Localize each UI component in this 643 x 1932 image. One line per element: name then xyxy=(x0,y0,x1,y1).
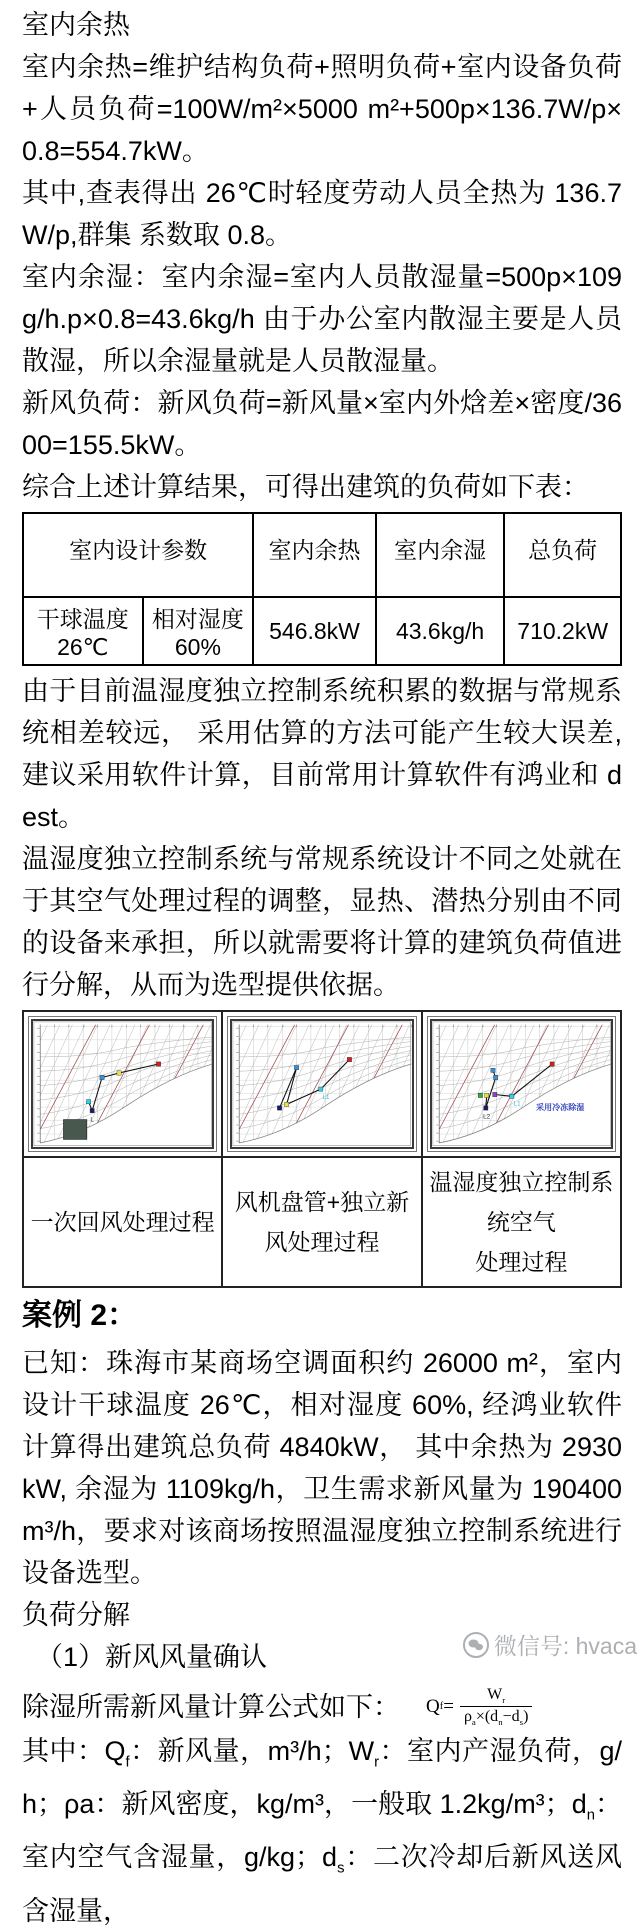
chart-caption-row xyxy=(23,1157,621,1287)
svg-text:L1: L1 xyxy=(513,1100,521,1108)
para-software-advice: 由于目前温湿度独立控制系统积累的数据与常规系统相差较远， 采用估算的方法可能产生较大误差,建议采用软件计算，目前常用计算软件有鸿业和 dest。 xyxy=(22,676,622,832)
psychrometric-chart-3 xyxy=(427,1016,616,1152)
para-step1-fresh-air: （1）新风风量确认 xyxy=(36,1641,268,1672)
header-total-load: 总负荷 xyxy=(504,513,621,597)
psy-chart-cell-3 xyxy=(422,1011,621,1157)
load-table xyxy=(22,512,622,666)
para-table-intro: 综合上述计算结果，可得出建筑的负荷如下表： xyxy=(22,472,589,502)
para-thic-difference: 温湿度独立控制系统与常规系统设计不同之处就在于其空气处理过程的调整，显热、潜热分别由不同的设备来承担，所以就需要将计算的建筑负荷值进行分解，从而为选型提供依据。 xyxy=(22,844,622,1000)
process-chart-table xyxy=(22,1010,622,1288)
cell-residual-moisture: 43.6kg/h xyxy=(376,597,505,665)
doc-title: 室内余热 xyxy=(22,10,130,40)
para-formula-variables: 其中：$Q_f$：新风量，m³/h；$W_r$：室内产湿负荷，g/h；ρa：新风密度，kg/m³，一般取 1.2kg/m³；$d_n$：室内空气含湿量，g/kg；$d_s$：二次冷却后新风送风含湿量， xyxy=(22,1735,623,1926)
psychrometric-chart-1 xyxy=(28,1016,217,1152)
cell-residual-heat: 546.8kW xyxy=(253,597,376,665)
svg-text:L: L xyxy=(90,1116,94,1124)
wechat-id-text: 微信号: hvaca xyxy=(493,1633,637,1659)
caption-primary-return: 一次回风处理过程 xyxy=(23,1157,222,1287)
para-lookup-note: 其中,查表得出 26℃时轻度劳动人员全热为 136.7W/p,群集 系数取 0.8。 xyxy=(22,178,622,250)
para-load-decomposition: 负荷分解 xyxy=(22,1599,130,1630)
psy-chart-cell-1 xyxy=(23,1011,222,1157)
case2-heading: 案例 2： xyxy=(22,1298,138,1332)
svg-text:L2: L2 xyxy=(482,1113,490,1121)
para-indoor-moisture: 室内余湿：室内余湿=室内人员散湿量=500p×109g/h.p×0.8=43.6kg/h 由于办公室内散湿主要是人员散湿，所以余湿量就是人员散湿量。 xyxy=(22,262,622,376)
cell-total-load: 710.2kW xyxy=(504,597,621,665)
header-design-params: 室内设计参数 xyxy=(23,513,253,597)
psychrometric-chart-2 xyxy=(227,1016,416,1152)
para-fresh-air-load: 新风负荷：新风负荷=新风量×室内外焓差×密度/3600=155.5kW。 xyxy=(22,388,622,460)
svg-text:采用冷冻除湿: 采用冷冻除湿 xyxy=(535,1102,584,1112)
load-table-header-row xyxy=(23,513,621,597)
para-indoor-heat-formula: 室内余热=维护结构负荷+照明负荷+室内设备负荷+人员负荷=100W/m²×5000 m²+500p×136.7W/p×0.8=554.7kW。 xyxy=(22,52,622,166)
caption-thic-system: 温湿度独立控制系统空气 处理过程 xyxy=(422,1157,621,1287)
fresh-air-volume-formula: Q f = $\frac{W_r}{\rho_a\times(d_n-d_s)}$ xyxy=(426,1686,532,1727)
cell-rel-humidity: 相对湿度 60% xyxy=(143,597,254,665)
svg-text:L1: L1 xyxy=(322,1093,330,1101)
para-case2-body: 已知：珠海市某商场空调面积约 26000 m²，室内设计干球温度 26℃，相对湿度 60%, 经鸿业软件计算得出建筑总负荷 4840kW， 其中余热为 2930kW, 余湿为 1109kg/h，卫生需求新风量为 190400m³/h，要求对该商场按照温湿度独立控制系统进行设备选型。 xyxy=(22,1347,622,1588)
header-residual-moisture: 室内余湿 xyxy=(376,513,505,597)
caption-fan-coil: 风机盘管+独立新风处理过程 xyxy=(222,1157,421,1287)
header-residual-heat: 室内余热 xyxy=(253,513,376,597)
cell-dry-bulb: 干球温度 26℃ xyxy=(23,597,143,665)
formula-row xyxy=(22,1686,622,1728)
para-formula-lead: 除湿所需新风量计算公式如下： xyxy=(22,1691,400,1722)
load-table-data-row xyxy=(23,597,621,665)
psy-chart-cell-2 xyxy=(222,1011,421,1157)
chart-image-row xyxy=(23,1011,621,1157)
